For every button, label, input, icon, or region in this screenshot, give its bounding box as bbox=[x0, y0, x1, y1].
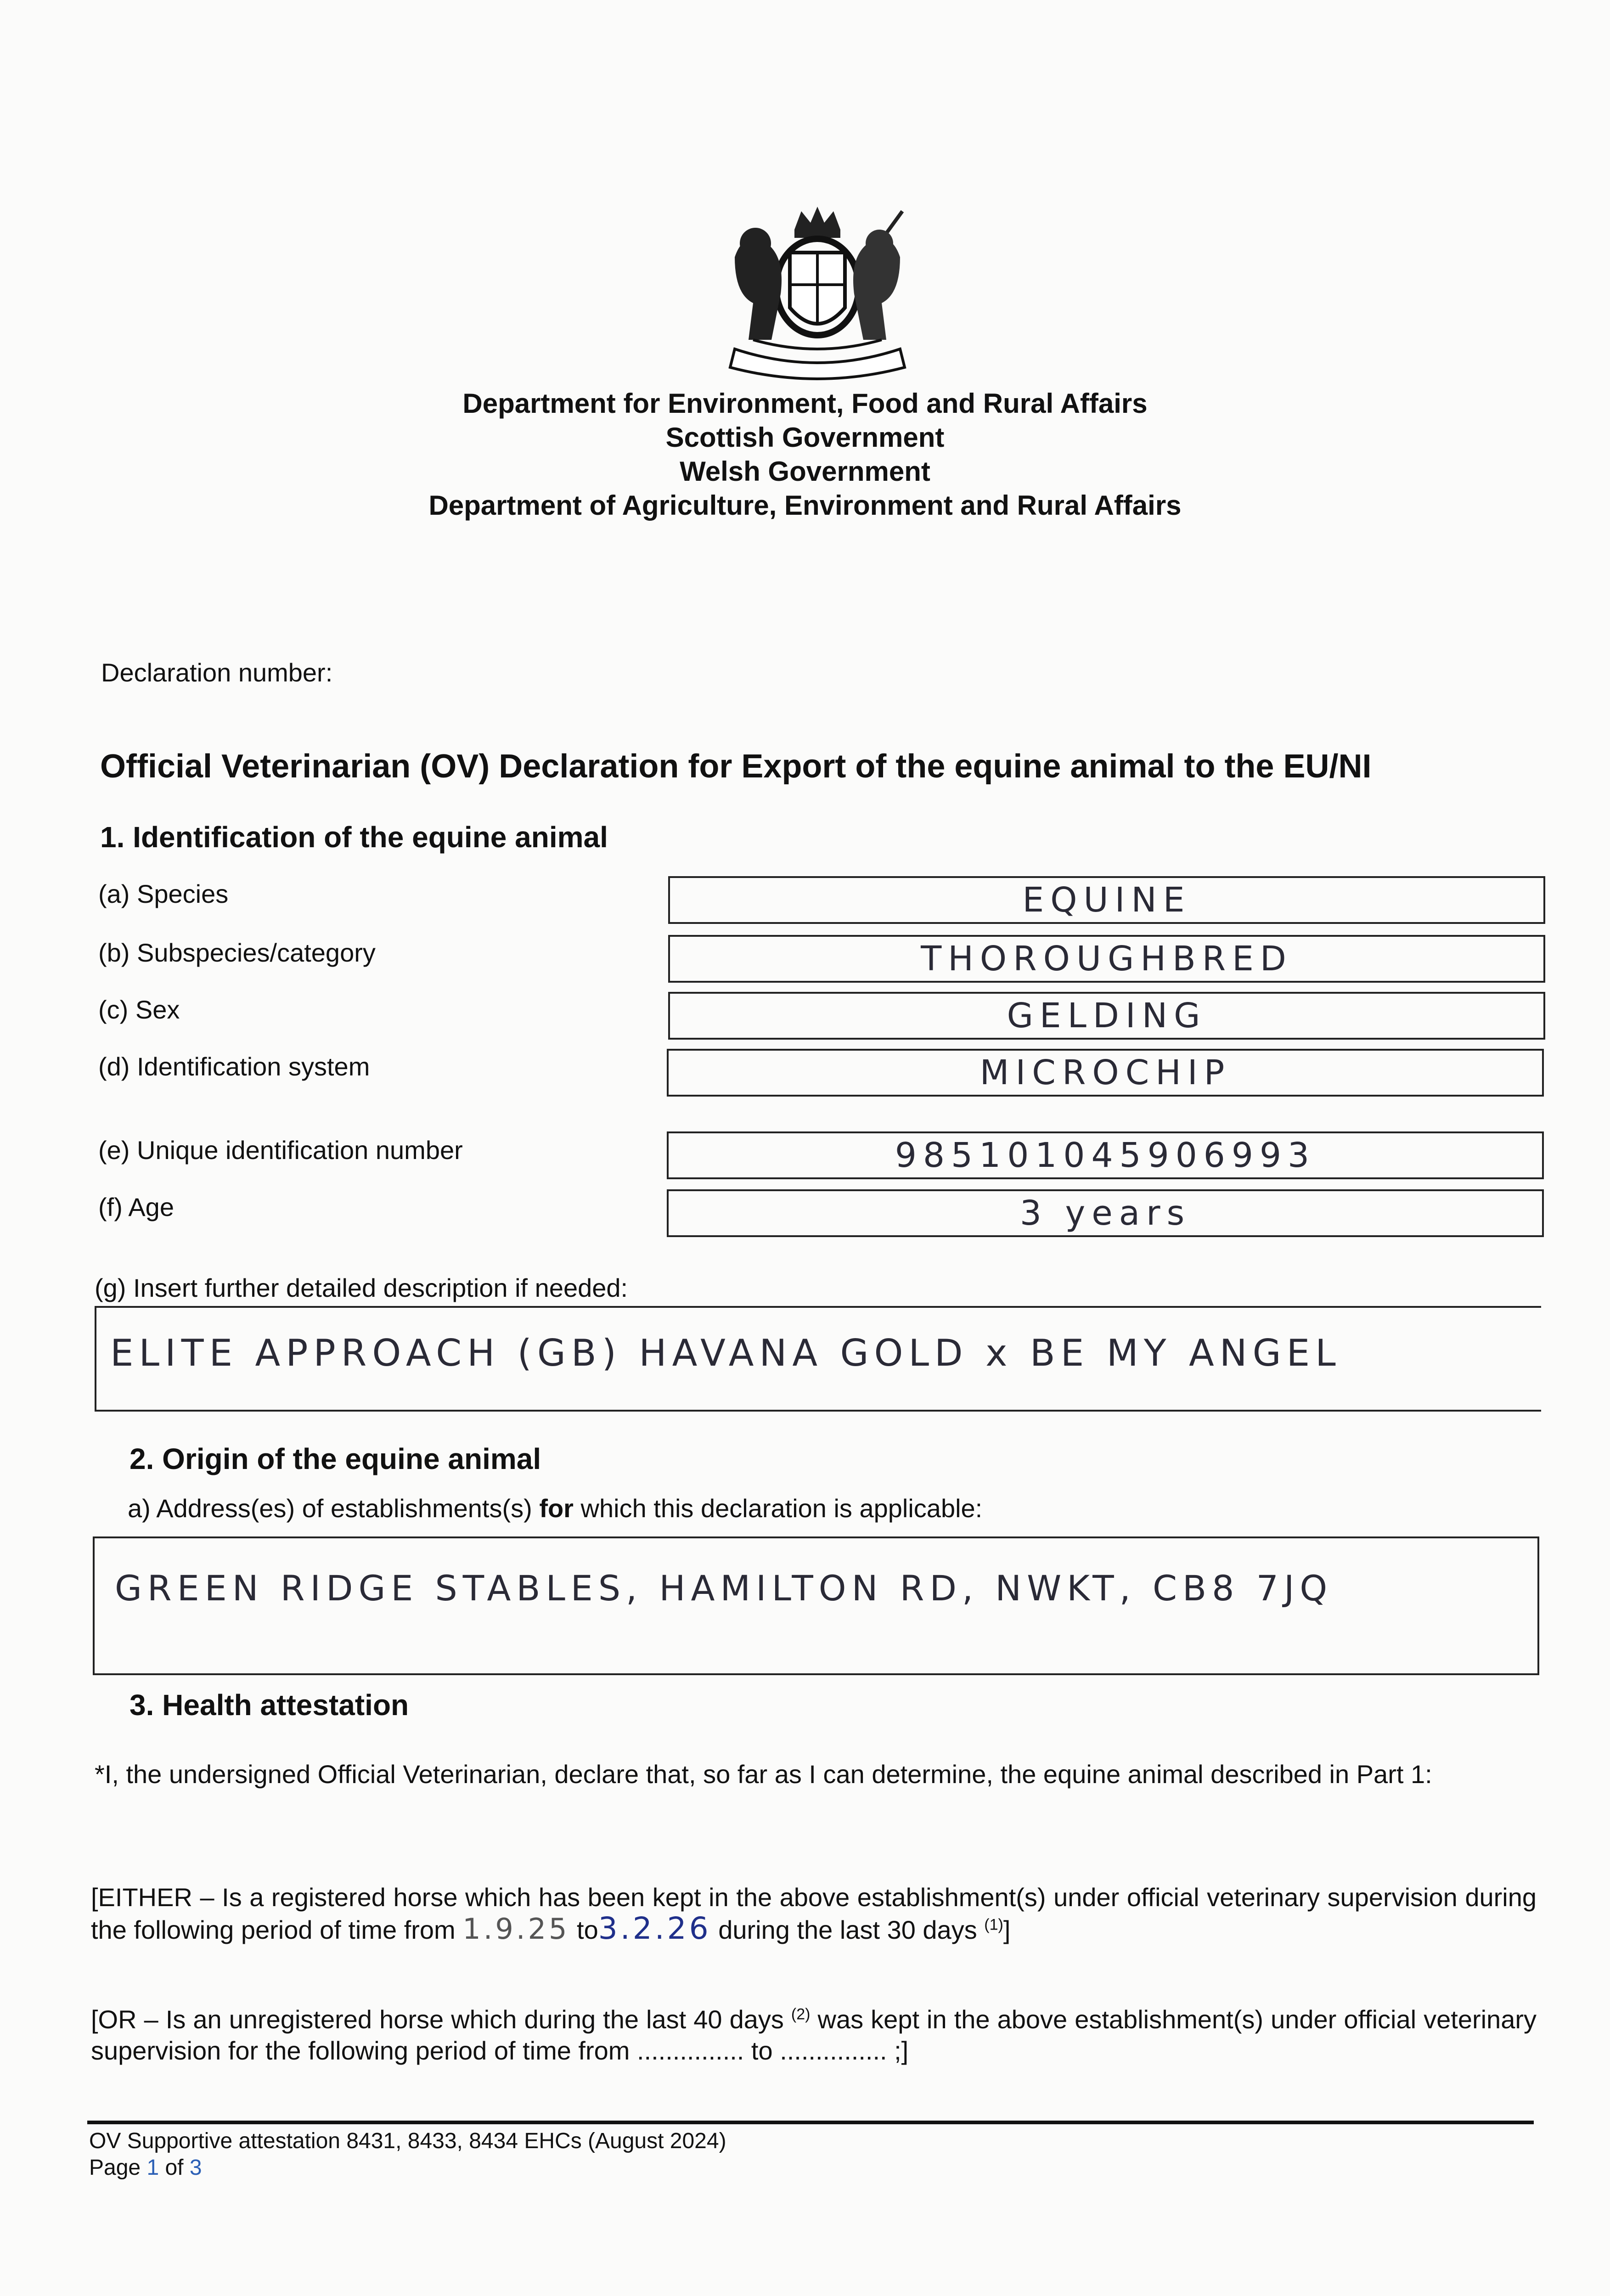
department-name-2: Scottish Government bbox=[665, 422, 945, 453]
footer-rule bbox=[87, 2121, 1534, 2124]
department-name-3: Welsh Government bbox=[680, 456, 930, 487]
either-from-date[interactable]: 1.9.25 bbox=[462, 1912, 570, 1946]
subspecies-label: (b) Subspecies/category bbox=[98, 938, 376, 967]
health-attestation-intro: *I, the undersigned Official Veterinarian, declare that, so far as I can determine, the equine animal described in Part 1: bbox=[95, 1760, 1432, 1789]
either-to-date[interactable]: 3.2.26 bbox=[598, 1911, 711, 1946]
species-field[interactable] bbox=[668, 876, 1545, 924]
description-bottom-rule bbox=[95, 1410, 1541, 1412]
unique-id-value: 985101045906993 bbox=[895, 1136, 1316, 1175]
section-2-heading: 2. Origin of the equine animal bbox=[129, 1442, 541, 1475]
sex-value: GELDING bbox=[1007, 996, 1207, 1035]
footer-attestation-text: OV Supportive attestation 8431, 8433, 8434 EHCs (August 2024) bbox=[89, 2129, 726, 2153]
department-name-4: Department of Agriculture, Environment and Rural Affairs bbox=[428, 490, 1182, 521]
description-left-rule bbox=[95, 1306, 96, 1412]
identification-system-field[interactable] bbox=[667, 1049, 1544, 1097]
description-top-rule bbox=[95, 1306, 1541, 1308]
identification-system-value: MICROCHIP bbox=[980, 1053, 1231, 1092]
unique-id-field[interactable] bbox=[667, 1131, 1544, 1179]
address-label: a) Address(es) of establishments(s) for which this declaration is applicable: bbox=[128, 1494, 983, 1523]
royal-coat-of-arms-icon bbox=[716, 202, 918, 381]
subspecies-value: THOROUGHBRED bbox=[921, 939, 1293, 979]
address-field[interactable] bbox=[93, 1536, 1539, 1675]
declaration-number-label: Declaration number: bbox=[101, 658, 333, 687]
description-value[interactable]: ELITE APPROACH (GB) HAVANA GOLD x BE MY ANGEL bbox=[110, 1332, 1341, 1374]
identification-system-label: (d) Identification system bbox=[98, 1052, 370, 1081]
species-value: EQUINE bbox=[1022, 880, 1191, 920]
department-name-1: Department for Environment, Food and Rural Affairs bbox=[462, 388, 1148, 419]
section-3-heading: 3. Health attestation bbox=[129, 1688, 409, 1722]
subspecies-field[interactable] bbox=[668, 935, 1545, 983]
or-clause: [OR – Is an unregistered horse which during the last 40 days $^{(2)}$ was kept in the above establishment(s) under official veterinary supervision for the following period of time from ............... to ............... ;] bbox=[91, 2005, 1537, 2065]
address-value: GREEN RIDGE STABLES, HAMILTON RD, NWKT, CB8 7JQ bbox=[115, 1568, 1333, 1609]
species-label: (a) Species bbox=[98, 879, 229, 908]
sex-field[interactable] bbox=[668, 992, 1545, 1040]
document-title: Official Veterinarian (OV) Declaration for Export of the equine animal to the EU/NI bbox=[100, 748, 1372, 785]
description-label: (g) Insert further detailed description if needed: bbox=[95, 1273, 628, 1302]
sex-label: (c) Sex bbox=[98, 995, 180, 1024]
either-clause: [EITHER – Is a registered horse which has been kept in the above establishment(s) under official veterinary supervision during the following period of time from 1.9.25 to3.2.26 during the last 30 days $^{(1)}$] bbox=[91, 1883, 1537, 1946]
age-field[interactable] bbox=[667, 1189, 1544, 1237]
age-value: 3 years bbox=[1019, 1193, 1191, 1233]
age-label: (f) Age bbox=[98, 1193, 174, 1221]
unique-id-label: (e) Unique identification number bbox=[98, 1136, 463, 1165]
footer-page-number: Page 1 of 3 bbox=[89, 2155, 202, 2180]
section-1-heading: 1. Identification of the equine animal bbox=[100, 821, 608, 854]
